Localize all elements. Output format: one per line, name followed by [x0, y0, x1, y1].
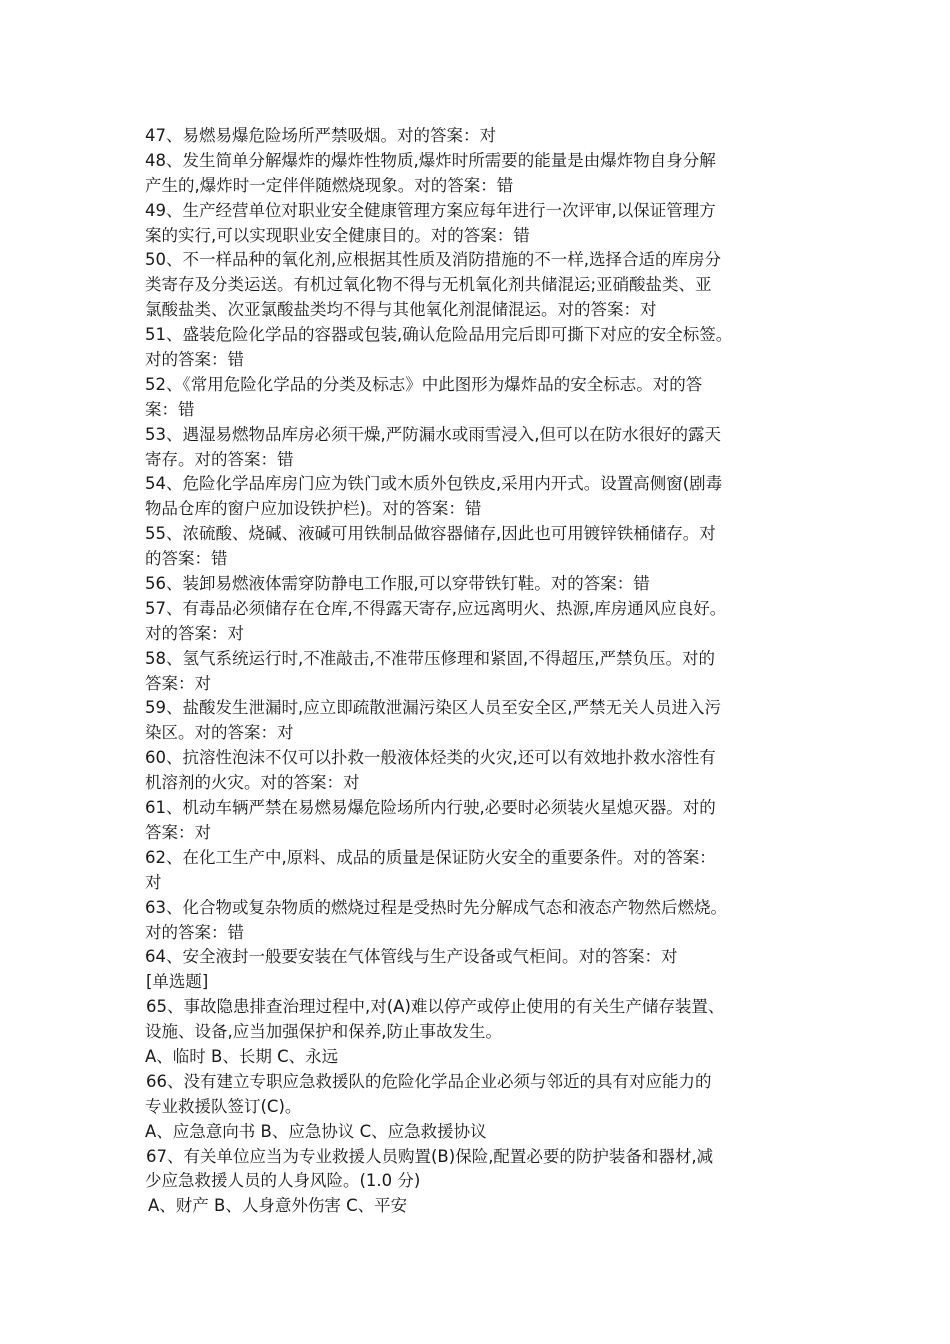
text-line: 61、机动车辆严禁在易燃易爆危险场所内行驶,必要时必须装火星熄灭器。对的 — [145, 798, 716, 818]
text-line: 62、在化工生产中,原料、成品的质量是保证防火安全的重要条件。对的答案： — [145, 847, 716, 867]
text-line: 58、氢气系统运行时,不准敲击,不准带压修理和紧固,不得超压,严禁负压。对的 — [145, 648, 715, 668]
text-line: 产生的,爆炸时一定伴伴随燃烧现象。对的答案：错 — [145, 175, 514, 195]
text-line: 氯酸盐类、次亚氯酸盐类均不得与其他氧化剂混储混运。对的答案：对 — [145, 300, 657, 320]
text-line: 对的答案：错 — [145, 922, 244, 942]
text-line: 52、《常用危险化学品的分类及标志》中此图形为爆炸品的安全标志。对的答 — [145, 374, 703, 394]
question-line: 66、没有建立专职应急救援队的危险化学品企业必须与邻近的具有对应能力的 — [146, 1071, 712, 1091]
text-line: 的答案：错 — [145, 549, 228, 569]
options-line: A、临时 B、长期 C、永远 — [145, 1046, 339, 1066]
text-line: 染区。对的答案：对 — [145, 723, 294, 743]
text-line: 案：错 — [145, 399, 195, 419]
text-line: 51、盛装危险化学品的容器或包装,确认危险品用完后即可撕下对应的安全标签。 — [145, 325, 733, 345]
text-line: 答案：对 — [145, 673, 211, 693]
question-line: 少应急救援人员的人身风险。(1.0 分) — [145, 1171, 421, 1191]
text-line: 物品仓库的窗户应加设铁护栏)。对的答案：错 — [145, 499, 482, 519]
text-line: 57、有毒品必须储存在仓库,不得露天寄存,应远离明火、热源,库房通风应良好。 — [145, 598, 727, 618]
options-line: A、财产 B、人身意外伤害 C、平安 — [148, 1196, 408, 1216]
question-line: 专业救援队签订(C)。 — [145, 1096, 302, 1116]
text-line: 案的实行,可以实现职业安全健康目的。对的答案：错 — [145, 225, 530, 245]
text-line: 48、发生简单分解爆炸的爆炸性物质,爆炸时所需要的能量是由爆炸物自身分解 — [145, 150, 716, 170]
text-line: 53、遇湿易燃物品库房必须干燥,严防漏水或雨雪浸入,但可以在防水很好的露天 — [145, 424, 721, 444]
document-body — [145, 124, 825, 1219]
question-line: 67、有关单位应当为专业救援人员购置(B)保险,配置必要的防护装备和器材,减 — [146, 1146, 714, 1166]
text-line: 60、抗溶性泡沫不仅可以扑救一般液体烃类的火灾,还可以有效地扑救水溶性有 — [145, 748, 716, 768]
options-line: A、应急意向书 B、应急协议 C、应急救援协议 — [145, 1121, 487, 1141]
text-line: 54、危险化学品库房门应为铁门或木质外包铁皮,采用内开式。设置高侧窗(剧毒 — [145, 474, 723, 494]
text-line: 56、装卸易燃液体需穿防静电工作服,可以穿带铁钉鞋。对的答案：错 — [145, 574, 650, 594]
text-line: 50、不一样品种的氧化剂,应根据其性质及消防措施的不一样,选择合适的库房分 — [145, 250, 721, 270]
text-line: 寄存。对的答案：错 — [145, 449, 294, 469]
question-line: 设施、设备,应当加强保护和保养,防止事故发生。 — [145, 1022, 502, 1042]
text-line: 类寄存及分类运送。有机过氧化物不得与无机氧化剂共储混运;亚硝酸盐类、亚 — [145, 275, 712, 295]
text-line: 55、浓硫酸、烧碱、液碱可用铁制品做容器储存,因此也可用镀锌铁桶储存。对 — [145, 524, 716, 544]
text-line: 64、安全液封一般要安装在气体管线与生产设备或气柜间。对的答案：对 — [145, 947, 678, 967]
text-line: 47、易燃易爆危险场所严禁吸烟。对的答案：对 — [145, 126, 496, 145]
text-line: 63、化合物或复杂物质的燃烧过程是受热时先分解成气态和液态产物然后燃烧。 — [145, 897, 727, 917]
text-line: 对的答案：错 — [145, 350, 244, 370]
text-line: 答案：对 — [145, 822, 211, 842]
text-line: 机溶剂的火灾。对的答案：对 — [145, 773, 360, 793]
text-line: 59、盐酸发生泄漏时,应立即疏散泄漏污染区人员至安全区,严禁无关人员进入污 — [145, 698, 721, 718]
text-line: 49、生产经营单位对职业安全健康管理方案应每年进行一次评审,以保证管理方 — [145, 200, 716, 220]
text-line: 对的答案：对 — [145, 623, 244, 643]
question-line: 65、事故隐患排查治理过程中,对(A)难以停产或停止使用的有关生产储存装置、 — [146, 997, 725, 1017]
text-line: 对 — [145, 872, 162, 892]
section-heading: [单选题] — [146, 972, 209, 992]
